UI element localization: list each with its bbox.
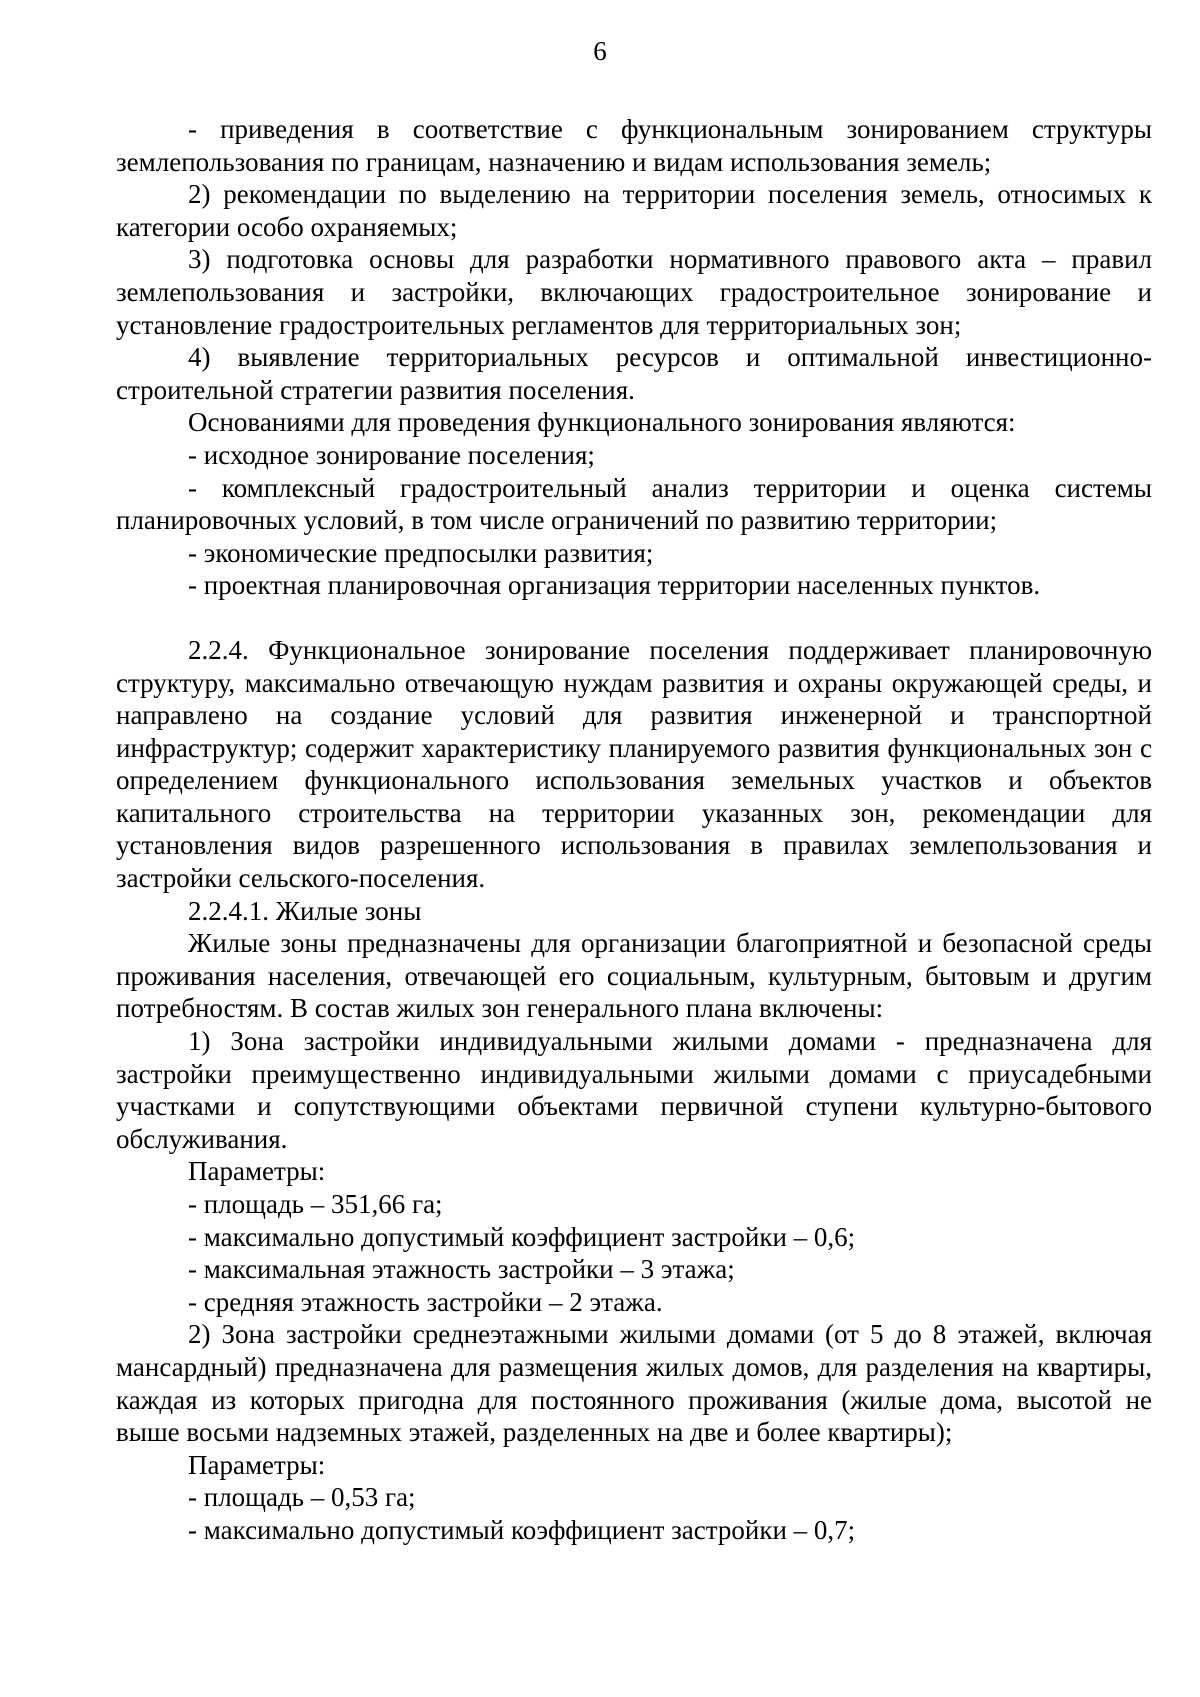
paragraph: 1) Зона застройки индивидуальными жилыми домами - предназначена для застройки преимущественно индивидуальными жилыми домами с приусадебными участками и сопутствующими объектами первичной ступени культурно-бытового обслуживания. [116,1026,1152,1154]
paragraph: 2) рекомендации по выделению на территории поселения земель, относимых к категории особо охраняемых; [116,179,1152,242]
paragraph: 3) подготовка основы для разработки нормативного правового акта – правил землепользования и застройки, включающих градостроительное зонирование и установление градостроительных регламентов для территориальных зон; [116,244,1152,340]
paragraph: 2) Зона застройки среднеэтажными жилыми домами (от 5 до 8 этажей, включая мансардный) предназначена для размещения жилых домов, для разделения на квартиры, каждая из которых пригодна для постоянного проживания (жилые дома, высотой не выше восьми надземных этажей, разделенных на две и более квартиры); [116,1319,1152,1448]
paragraph: Параметры: [188,1449,326,1480]
paragraph: - максимальная этажность застройки – 3 этажа; [188,1254,735,1285]
paragraph: - приведения в соответствие с функциональным зонированием структуры землепользования по границам, назначению и видам использования земель; [116,114,1152,177]
paragraph: - площадь – 351,66 га; [188,1189,443,1219]
paragraph: 4) выявление территориальных ресурсов и оптимальной инвестиционно-строительной стратегии развития поселения. [116,342,1152,405]
paragraph: Жилые зоны предназначены для организации благоприятной и безопасной среды проживания населения, отвечающей его социальным, культурным, бытовым и другим потребностям. В состав жилых зон генерального плана включены: [116,928,1152,1024]
paragraph: - исходное зонирование поселения; [188,439,595,470]
paragraph: - площадь – 0,53 га; [188,1482,416,1513]
paragraph: - экономические предпосылки развития; [188,537,654,568]
paragraph: - проектная планировочная организация территории населенных пунктов. [188,570,1041,601]
paragraph: - комплексный градостроительный анализ территории и оценка системы планировочных условий, в том числе ограничений по развитию территории; [116,472,1152,536]
paragraph: - средняя этажность застройки – 2 этажа. [188,1286,663,1317]
document-body [116,113,1152,1547]
paragraph: Параметры: [188,1156,326,1187]
page-number: 6 [593,36,607,66]
paragraph: - максимально допустимый коэффициент застройки – 0,6; [188,1221,856,1252]
paragraph: - максимально допустимый коэффициент застройки – 0,7; [188,1514,856,1545]
paragraph: 2.2.4. Функциональное зонирование поселения поддерживает планировочную структуру, максимально отвечающую нуждам развития и охраны окружающей среды, и направлено на создание условий для развития инженерной и транспортной инфраструктур; содержит характеристику планируемого развития функциональных зон с определением функционального использования земельных участков и объектов капитального строительства на территории указанных зон, рекомендации для установления видов разрешенного использования в правилах землепользования и застройки сельского-поселения. [116,634,1152,894]
paragraph: 2.2.4.1. Жилые зоны [188,895,422,926]
paragraph: Основаниями для проведения функционального зонирования являются: [188,407,1016,438]
